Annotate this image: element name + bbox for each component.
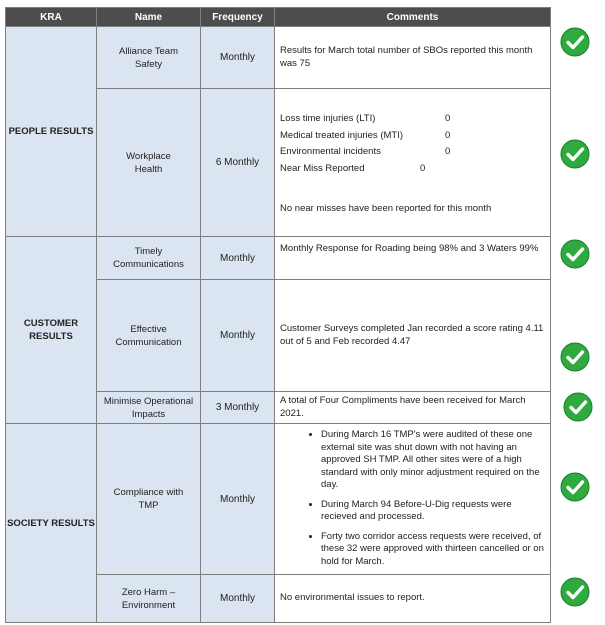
name-line: Workplace	[126, 150, 171, 162]
header-spacer	[551, 8, 601, 27]
header-row	[6, 8, 601, 27]
name-line: Compliance with	[113, 487, 184, 498]
metric-label: Near Miss Reported	[280, 162, 365, 174]
check-circle-icon	[560, 239, 590, 269]
name-line: Communication	[115, 336, 182, 348]
row-frequency-timely: Monthly	[201, 237, 275, 280]
status-cell	[551, 237, 601, 280]
check-circle-icon	[563, 392, 593, 422]
row-name-zeroharm	[97, 575, 201, 623]
compliance-bullet-list	[280, 428, 545, 568]
table-row	[6, 424, 601, 575]
metric-value: 0	[445, 146, 451, 158]
section-society: SOCIETY RESULTS	[6, 424, 97, 623]
name-line: Health	[134, 163, 163, 175]
header-frequency: Frequency	[201, 8, 275, 27]
row-comment-timely	[275, 237, 551, 280]
name-line: Safety	[135, 58, 162, 70]
check-circle-icon	[560, 577, 590, 607]
row-name-compliance	[97, 424, 201, 575]
table-row	[6, 27, 601, 89]
comment-text: Monthly Response for Roading being 98% and 3 Waters 99%	[280, 243, 539, 254]
row-comment-alliance: Results for March total number of SBOs reported this month was 75	[275, 27, 551, 89]
name-line: Communications	[113, 259, 184, 270]
row-frequency-minimise: 3 Monthly	[201, 392, 275, 424]
header-kra: KRA	[6, 8, 97, 27]
list-item: • During March 16 TMP's were audited of these one external site was shut down with not having an approved SH TMP. All other sites were of a high standard with only minor adjustment required on the day.	[321, 428, 545, 492]
check-circle-icon	[560, 342, 590, 372]
status-cell	[551, 27, 601, 89]
section-customer	[6, 237, 97, 424]
header-comments: Comments	[275, 8, 551, 27]
row-comment-compliance	[275, 424, 551, 575]
row-comment-workplace	[275, 89, 551, 237]
status-cell	[551, 424, 601, 575]
row-name-timely	[97, 237, 201, 280]
row-frequency-effective: Monthly	[201, 280, 275, 392]
metric-row	[280, 113, 545, 126]
name-line: Timely	[134, 246, 163, 257]
status-cell	[551, 575, 601, 623]
section-line: RESULTS	[29, 331, 73, 342]
row-name-effective	[97, 280, 201, 392]
check-circle-icon	[560, 139, 590, 169]
row-comment-effective: Customer Surveys completed Jan recorded a score rating 4.11 out of 5 and Feb recorded 4.47	[275, 280, 551, 392]
status-cell	[551, 392, 601, 424]
status-cell	[551, 280, 601, 392]
name-line: Minimise Operational	[103, 395, 194, 407]
section-people: PEOPLE RESULTS	[6, 27, 97, 237]
table-row	[6, 237, 601, 280]
check-circle-icon	[560, 472, 590, 502]
metric-row	[280, 146, 545, 159]
row-comment-zeroharm: No environmental issues to report.	[275, 575, 551, 623]
metric-label: Environmental incidents	[280, 146, 381, 158]
list-item: • During March 94 Before-U-Dig requests were recieved and processed.	[321, 498, 545, 524]
metric-label: Medical treated injuries (MTI)	[280, 129, 404, 141]
list-item: • Forty two corridor access requests were received, of these 32 were approved with thirteen cancelled or on hold for March.	[321, 530, 545, 569]
row-name-minimise	[97, 392, 201, 424]
header-name: Name	[97, 8, 201, 27]
metric-row	[280, 130, 545, 143]
metric-value: 0	[445, 113, 451, 125]
check-circle-icon	[560, 27, 590, 57]
section-line: CUSTOMER	[23, 318, 79, 329]
metric-row	[280, 163, 545, 176]
metric-value: 0	[445, 129, 451, 141]
name-line: Effective	[130, 323, 167, 335]
row-frequency-zeroharm: Monthly	[201, 575, 275, 623]
name-line: TMP	[138, 500, 159, 511]
name-line: Impacts	[131, 408, 166, 420]
metric-label: Loss time injuries (LTI)	[280, 113, 376, 125]
name-line: Environment	[121, 599, 176, 611]
row-name-workplace	[97, 89, 201, 237]
status-cell	[551, 89, 601, 237]
kra-results-table	[5, 7, 601, 623]
name-line: Alliance Team	[119, 45, 178, 57]
row-name-alliance	[97, 27, 201, 89]
row-frequency-alliance: Monthly	[201, 27, 275, 89]
row-comment-minimise: A total of Four Compliments have been received for March 2021.	[275, 392, 551, 424]
row-frequency-workplace: 6 Monthly	[201, 89, 275, 237]
name-line: Zero Harm –	[121, 586, 176, 598]
row-frequency-compliance: Monthly	[201, 424, 275, 575]
metric-value: 0	[420, 162, 426, 174]
workplace-note: No near misses have been reported for this month	[280, 203, 492, 215]
